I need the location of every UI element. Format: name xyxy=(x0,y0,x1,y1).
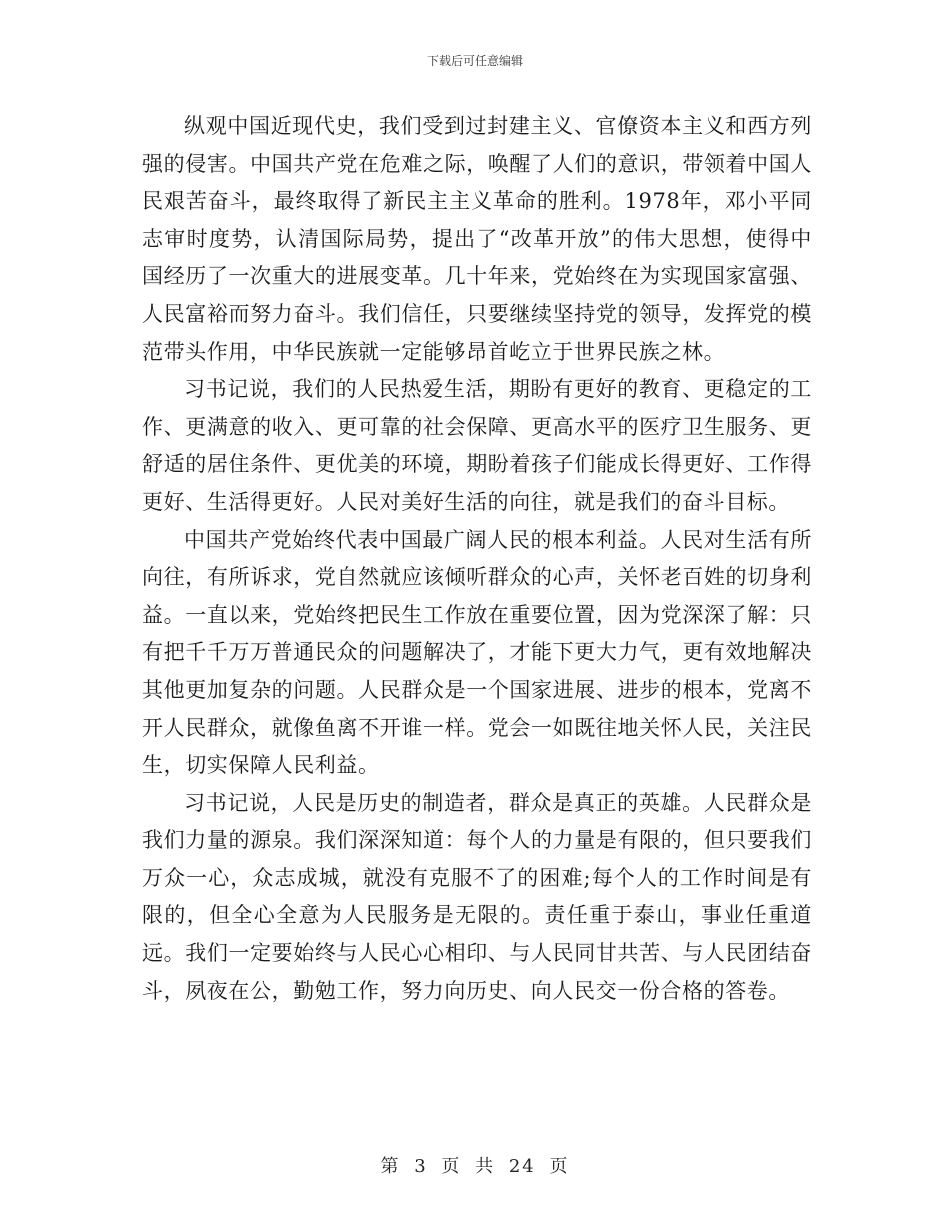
paragraph-4: 习书记说，人民是历史的制造者，群众是真正的英雄。人民群众是我们力量的源泉。我们深深知道：每个人的力量是有限的，但只要我们万众一心，众志成城，就没有克服不了的困难;每个人的工作时间是有限的，但全心全意为人民服务是无限的。责任重于泰山，事业任重道远。我们一定要始终与人民心心相印、与人民同甘共苦、与人民团结奋斗，夙夜在公，勤勉工作，努力向历史、向人民交一份合格的答卷。 xyxy=(142,790,812,1003)
page-header: 下载后可任意编辑 xyxy=(426,54,523,68)
page-footer: 第 3 页 共 24 页 xyxy=(380,1156,570,1177)
paragraph-2: 习书记说，我们的人民热爱生活，期盼有更好的教育、更稳定的工作、更满意的收入、更可靠的社会保障、更高水平的医疗卫生服务、更舒适的居住条件、更优美的环境，期盼着孩子们能成长得更好、工作得更好、生活得更好。人民对美好生活的向往，就是我们的奋斗目标。 xyxy=(142,377,812,514)
paragraph-1: 纵观中国近现代史，我们受到过封建主义、官僚资本主义和西方列强的侵害。中国共产党在危难之际，唤醒了人们的意识，带领着中国人民艰苦奋斗，最终取得了新民主主义革命的胜利。1978年，邓小平同志审时度势，认清国际局势，提出了“改革开放”的伟大思想，使得中国经历了一次重大的进展变革。几十年来，党始终在为实现国家富强、人民富裕而努力奋斗。我们信任，只要继续坚持党的领导，发挥党的模范带头作用，中华民族就一定能够昂首屹立于世界民族之林。 xyxy=(142,114,812,364)
document-body xyxy=(142,108,812,1010)
paragraph-3: 中国共产党始终代表中国最广阔人民的根本利益。人民对生活有所向往，有所诉求，党自然就应该倾听群众的心声，关怀老百姓的切身利益。一直以来，党始终把民生工作放在重要位置，因为党深深了解：只有把千千万万普通民众的问题解决了，才能下更大力气，更有效地解决其他更加复杂的问题。人民群众是一个国家进展、进步的根本，党离不开人民群众，就像鱼离不开谁一样。党会一如既往地关怀人民，关注民生，切实保障人民利益。 xyxy=(142,527,812,778)
